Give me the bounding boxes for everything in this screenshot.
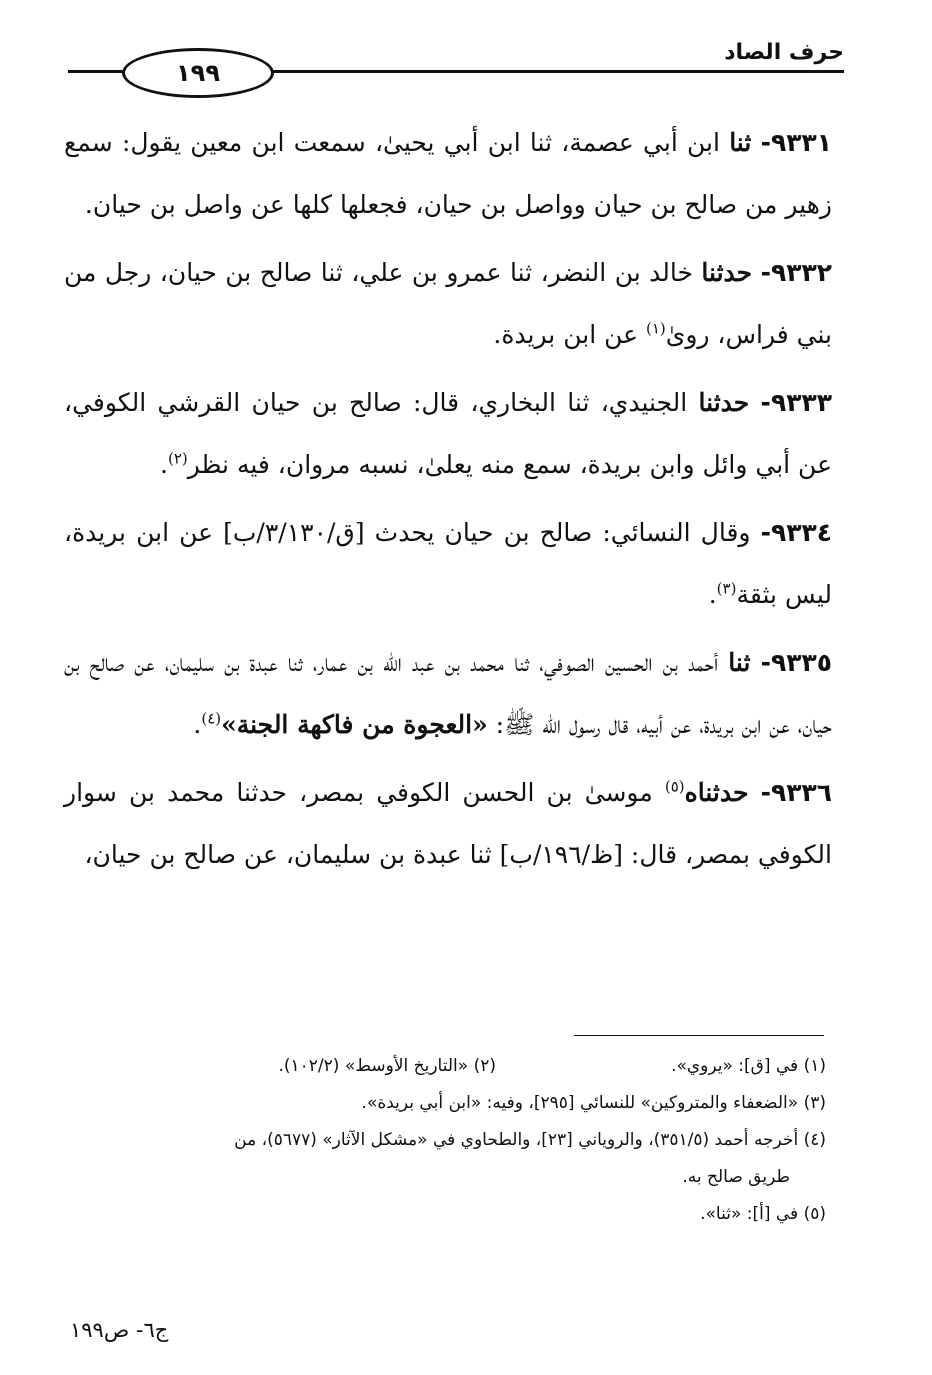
footnote-4-continued: طريق صالح به. xyxy=(682,1167,790,1187)
entry-text: موسىٰ بن الحسن الكوفي بمصر، حدثنا محمد بن سوار الكوفي بمصر، قال: [ظ/١٩٦/ب] ثنا عبدة بن سليمان، عن صالح بن حيان، xyxy=(64,778,832,869)
footnotes xyxy=(70,1048,826,1233)
entry-number: ٩٣٣٤- xyxy=(760,518,832,547)
footnote-marker[interactable]: (١) xyxy=(645,319,666,338)
entry-number: ٩٣٣١- xyxy=(760,128,832,157)
entry-number: ٩٣٣٦- xyxy=(760,778,832,807)
entry-text: خالد بن النضر، ثنا عمرو بن علي، ثنا صالح بن حيان، رجل من بني فراس، روىٰ xyxy=(64,258,832,349)
footnote-marker[interactable]: (٣) xyxy=(716,579,737,598)
footnote-marker[interactable]: (٥) xyxy=(664,777,685,796)
entry-9333 xyxy=(64,372,832,496)
footnote-divider xyxy=(574,1035,824,1036)
hadith-quote: «العجوة من فاكهة الجنة» xyxy=(221,710,488,739)
entry-keyword: حدثناه xyxy=(684,778,749,807)
entry-number: ٩٣٣٥- xyxy=(760,648,832,677)
volume-page-reference: ج٦- ص١٩٩ xyxy=(70,1318,169,1342)
entry-9334 xyxy=(64,502,832,626)
entry-9336 xyxy=(64,762,832,886)
entry-number: ٩٣٣٢- xyxy=(760,258,832,287)
footnote-1: (١) في [ق]: «يروي». xyxy=(671,1056,826,1076)
entry-text: ابن أبي عصمة، ثنا ابن أبي يحيىٰ، سمعت ابن معين يقول: سمع زهير من صالح بن حيان وواصل بن حيان، فجعلها كلها عن واصل بن حيان. xyxy=(64,128,832,219)
entry-9335 xyxy=(64,632,832,756)
footnote-row xyxy=(70,1048,826,1085)
entry-text: أحمد بن الحسين الصوفي، ثنا محمد بن عبد الله بن عمار، ثنا عبدة بن سليمان، عن صالح بن حيان، عن ابن بريدة، عن أبيه، قال رسول الله ﷺ: xyxy=(64,648,832,739)
entry-text: وقال النسائي: صالح بن حيان يحدث [ق/٣/١٣٠/ب] عن ابن بريدة، ليس بثقة xyxy=(64,518,832,609)
entry-keyword: حدثنا xyxy=(701,258,753,287)
entry-text: . xyxy=(708,580,717,609)
chapter-title: حرف الصاد xyxy=(724,40,844,65)
entry-text: عن ابن بريدة. xyxy=(493,320,639,349)
entry-9331 xyxy=(64,112,832,236)
main-text xyxy=(64,112,832,892)
entry-9332 xyxy=(64,242,832,366)
entry-keyword: ثنا xyxy=(728,648,751,677)
entry-keyword: حدثنا xyxy=(698,388,750,417)
page-number-badge: ١٩٩ xyxy=(122,48,274,98)
entry-text: . xyxy=(193,710,202,739)
entry-text: الجنيدي، ثنا البخاري، قال: صالح بن حيان القرشي الكوفي، عن أبي وائل وابن بريدة، سمع منه يعلىٰ، نسبه مروان، فيه نظر xyxy=(64,388,832,479)
footnote-5: (٥) في [أ]: «ثنا». xyxy=(700,1204,826,1224)
footnote-4: (٤) أخرجه أحمد (٣٥١/٥)، والروياني [٢٣]، والطحاوي في «مشكل الآثار» (٥٦٧٧)، من xyxy=(234,1130,826,1150)
entry-keyword: ثنا xyxy=(729,128,752,157)
entry-text: . xyxy=(160,450,168,479)
entry-number: ٩٣٣٣- xyxy=(760,388,832,417)
page-header xyxy=(60,30,844,90)
footnote-marker[interactable]: (٤) xyxy=(201,709,222,728)
footnote-marker[interactable]: (٢) xyxy=(167,449,188,468)
footnote-3: (٣) «الضعفاء والمتروكين» للنسائي [٢٩٥]، وفيه: «ابن أبي بريدة». xyxy=(361,1093,826,1113)
footnote-2: (٢) «التاريخ الأوسط» (١٠٢/٢). xyxy=(278,1056,496,1076)
